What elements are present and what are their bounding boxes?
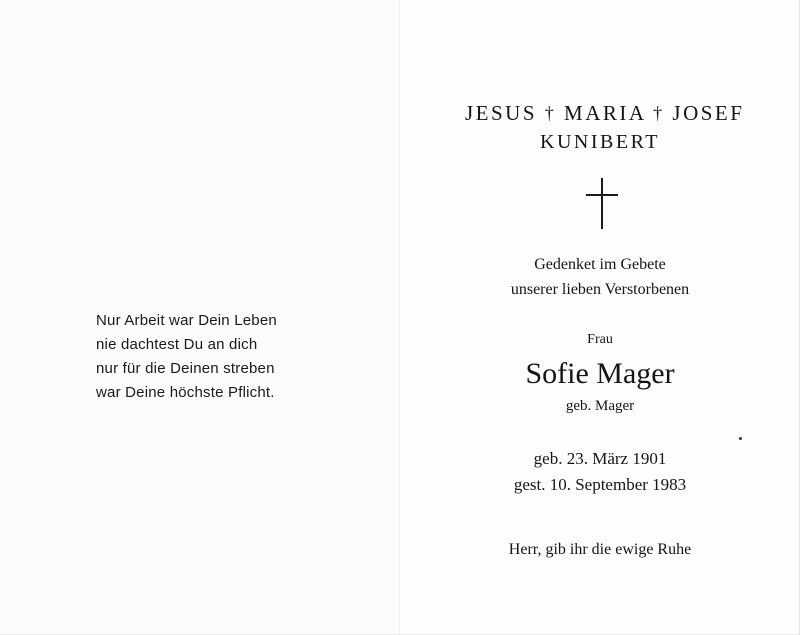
maiden-name: geb. Mager [565,398,635,414]
remembrance-line: Gedenket im Gebete [534,256,666,273]
death-date: gest. 10. September 1983 [513,475,687,494]
latin-cross-icon [582,176,622,231]
title-frau: Frau [587,332,613,347]
poem-line: nie dachtest Du an dich [96,336,258,353]
birth-date: geb. 23. März 1901 [533,449,667,468]
poem-line: Nur Arbeit war Dein Leben [96,312,277,329]
small-cross-icon: † [653,103,665,123]
closing-prayer: Herr, gib ihr die ewige Ruhe [508,541,692,558]
poem-line: nur für die Deinen streben [96,360,275,377]
small-cross-icon: † [544,103,557,123]
print-speck [739,437,742,440]
header-josef: JOSEF [672,101,745,125]
header-jesus: JESUS [465,101,538,125]
header-maria: MARIA [564,101,646,125]
poem-line: war Deine höchste Pflicht. [96,384,275,401]
fold-line [399,0,400,635]
header-name-line: KUNIBERT [540,131,660,153]
memorial-poem [96,309,356,405]
deceased-name: Sofie Mager [525,357,675,390]
holy-family-header [465,100,744,126]
right-panel [400,0,800,635]
remembrance-line-2: unserer lieben Verstorbenen [510,281,690,298]
